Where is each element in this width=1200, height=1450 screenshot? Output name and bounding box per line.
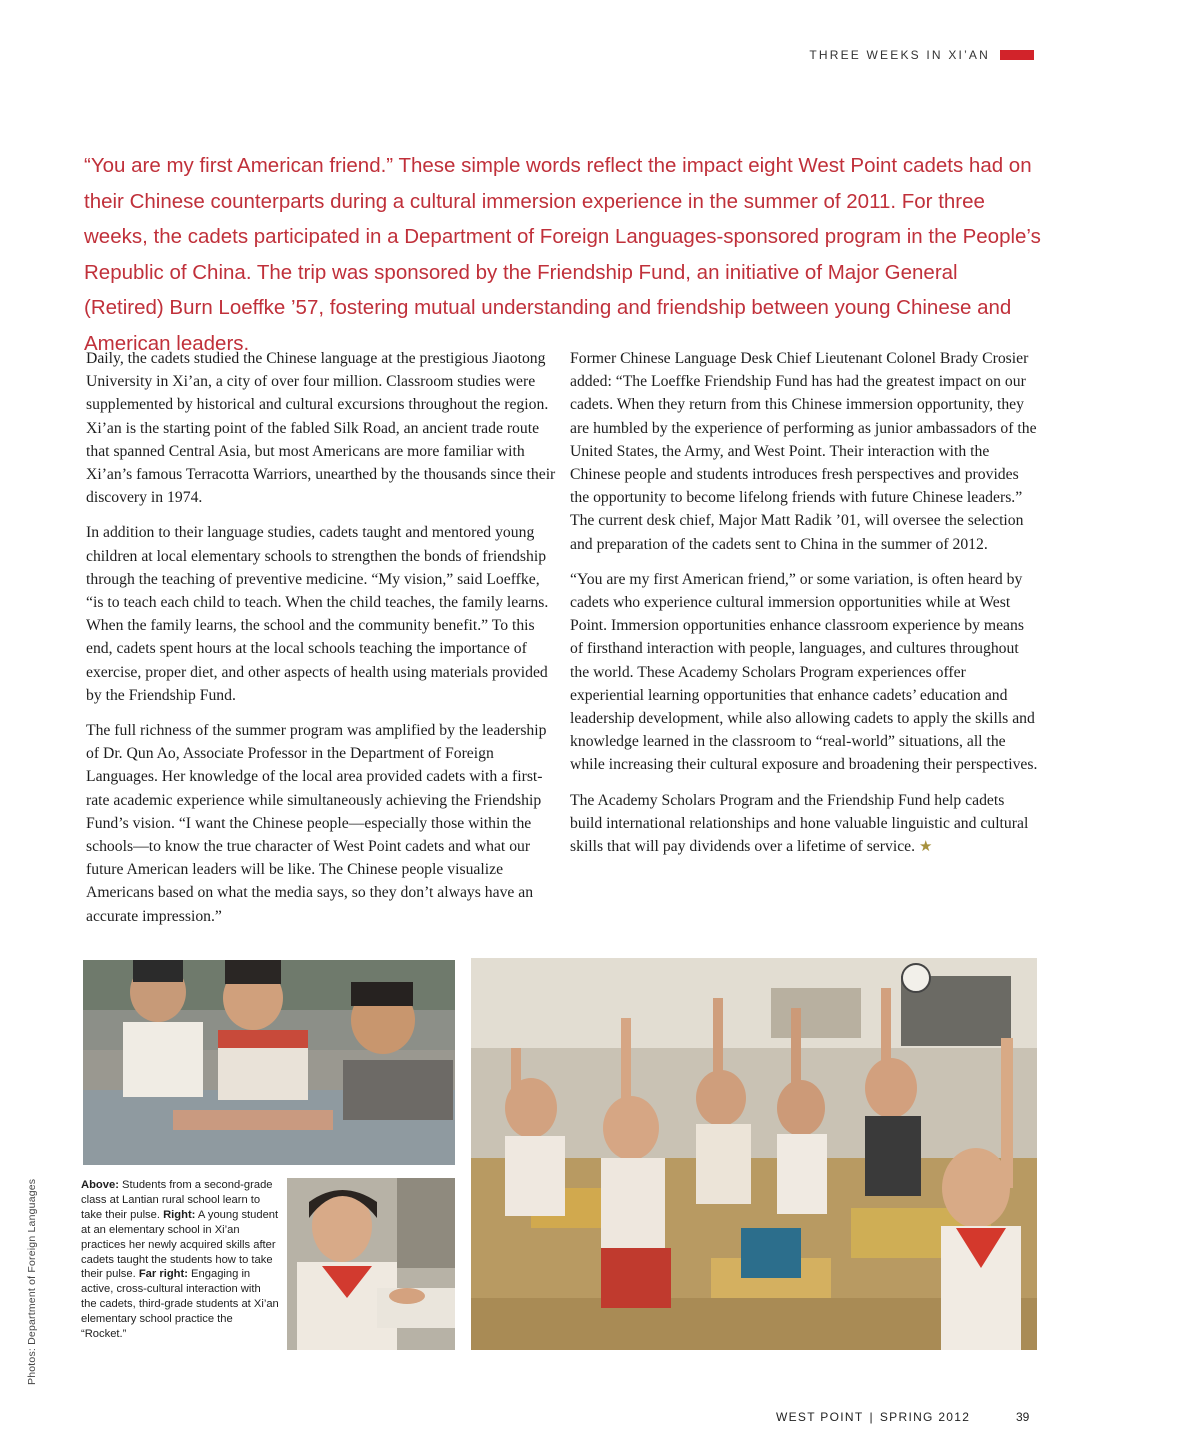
- caption-text-far-right: Engaging in active, cross-cultural interaction with the cadets, third-grade students at Xi’an elementary school practice the “Rocket.”: [81, 1268, 279, 1341]
- body-paragraph: In addition to their language studies, cadets taught and mentored young children at local elementary schools to strengthen the bonds of friendship through the teaching of preventive medicine. “My vision,” said Loeffke, “is to teach each child to teach. When the child teaches, the family learns. When the family learns, the school and the community benefit.” To this end, cadets spent hours at the local schools teaching the importance of exercise, proper diet, and other aspects of health using materials provided by the Friendship Fund.: [86, 524, 549, 704]
- photo-classroom-rocket: [471, 958, 1037, 1350]
- body-column-left: [86, 347, 556, 940]
- lede-paragraph: “You are my first American friend.” These simple words reflect the impact eight West Point cadets had on their Chinese counterparts during a cultural immersion experience in the summer of 2011. For three weeks, the cadets participated in a Department of Foreign Languages-sponsored program in the People’s Republic of China. The trip was sponsored by the Friendship Fund, an initiative of Major General (Retired) Burn Loeffke ’57, fostering mutual understanding and friendship between young Chinese and American leaders.: [84, 154, 1041, 355]
- photo-caption: [81, 1178, 279, 1342]
- caption-label-far-right: Far right:: [138, 1268, 188, 1281]
- page-footer: [776, 1410, 970, 1424]
- photo-girl-pulse-image: [287, 1178, 455, 1350]
- body-column-right: [570, 347, 1040, 871]
- section-accent-bar: [1000, 50, 1034, 60]
- footer-separator: |: [869, 1410, 874, 1424]
- photo-students-pulse-image: [83, 960, 455, 1165]
- photo-classroom-rocket-image: [471, 958, 1037, 1350]
- page-number: 39: [1016, 1410, 1030, 1424]
- body-paragraph: Daily, the cadets studied the Chinese language at the prestigious Jiaotong University in Xi’an, a city of over four million. Classroom studies were supplemented by historical and cultural excursions throughout the region. Xi’an is the starting point of the fabled Silk Road, an ancient trade route that spanned Central Asia, but most Americans are more familiar with Xi’an’s famous Terracotta Warriors, unearthed by the thousands since their discovery in 1974.: [86, 350, 556, 507]
- photo-students-pulse: [83, 960, 455, 1165]
- body-paragraph-text: The Academy Scholars Program and the Friendship Fund help cadets build international relationships and hone valuable linguistic and cultural skills that will pay dividends over a lifetime of service.: [570, 791, 1029, 856]
- footer-issue: SPRING 2012: [879, 1410, 971, 1424]
- body-paragraph: Former Chinese Language Desk Chief Lieutenant Colonel Brady Crosier added: “The Loeffke Friendship Fund has had the greatest impact on our cadets. When they return from this Chinese immersion opportunity, they are humbled by the experience of performing as junior ambassadors of the United States, the Army, and West Point. Their interaction with the Chinese people and students introduces fresh perspectives and provides the opportunity to become lifelong friends with future Chinese leaders.” The current desk chief, Major Matt Radik ’01, will oversee the selection and preparation of the cadets sent to China in the summer of 2012.: [570, 350, 1037, 553]
- photo-girl-pulse: [287, 1178, 455, 1350]
- body-paragraph: “You are my first American friend,” or some variation, is often heard by cadets who experience cultural immersion opportunities while at West Point. Immersion opportunities enhance classroom experience by means of firsthand interaction with people, languages, and cultures throughout the world. These Academy Scholars Program experiences offer experiential learning opportunities that enhance cadets’ education and leadership development, while also allowing cadets to apply the skills and knowledge learned in the classroom to “real-world” situations, all the while increasing their cultural exposure and broadening their perspectives.: [570, 570, 1038, 774]
- photo-credit: Photos: Department of Foreign Languages: [26, 1178, 38, 1385]
- section-tag: [809, 48, 1034, 62]
- caption-label-right: Right:: [163, 1208, 196, 1221]
- caption-text-right: A young student at an elementary school in Xi’an practices her newly acquired skills after cadets taught the students how to take their pulse.: [81, 1208, 279, 1281]
- section-title: THREE WEEKS IN XI’AN: [809, 48, 990, 62]
- caption-text-above: Students from a second-grade class at Lantian rural school learn to take their pulse.: [81, 1179, 273, 1221]
- caption-label-above: Above:: [81, 1179, 119, 1191]
- star-icon: ★: [919, 839, 933, 856]
- body-paragraph-final: [570, 789, 1040, 860]
- footer-publication: WEST POINT: [776, 1410, 864, 1424]
- body-paragraph: The full richness of the summer program was amplified by the leadership of Dr. Qun Ao, Associate Professor in the Department of Foreign Languages. Her knowledge of the local area provided cadets with a first-rate academic experience while simultaneously achieving the Friendship Fund’s vision. “I want the Chinese people—especially those within the schools—to know the true character of West Point cadets and what our future American leaders will be like. The Chinese people visualize Americans based on what the media says, so they don’t always have an accurate impression.”: [86, 722, 547, 925]
